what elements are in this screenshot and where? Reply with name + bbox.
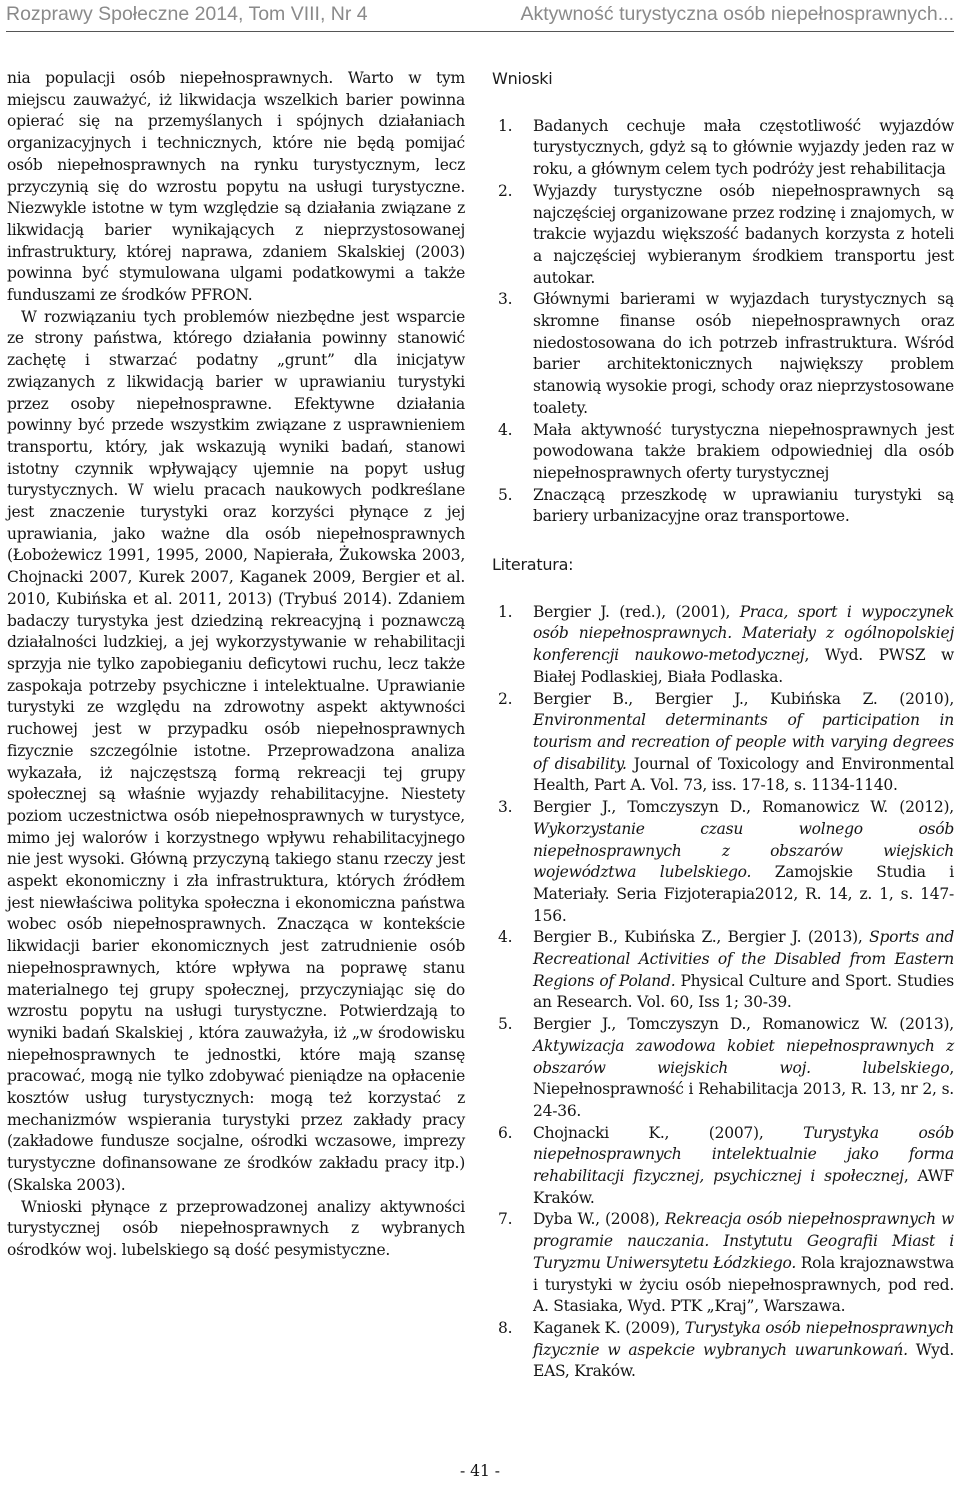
ref-pre: Bergier J., Tomczyszyn D., Romanowicz W. (2012),	[533, 798, 954, 817]
item-number: 2.	[498, 689, 513, 708]
ref-post: Journal of Toxicology and Environmental Health, Part A. Vol. 73, iss. 17-18, s. 1134-1140.	[533, 754, 955, 795]
reference-item	[492, 1123, 954, 1210]
ref-title: Praca, sport i wypoczynek osób niepełnosprawnych. Materiały z ogólnopolskiej konferencji naukowo-metodycznej	[533, 602, 955, 665]
journal-title: Rozprawy Społeczne 2014, Tom VIII, Nr 4	[6, 3, 368, 25]
reference-item	[492, 602, 954, 689]
item-number: 8.	[498, 1318, 513, 1337]
item-number: 7.	[498, 1210, 513, 1229]
page-number: - 41 -	[459, 1462, 501, 1480]
item-number: 3.	[498, 290, 513, 309]
item-number: 3.	[498, 798, 513, 817]
conclusion-item	[492, 420, 954, 485]
item-number: 4.	[498, 420, 513, 439]
item-number: 5.	[498, 485, 513, 504]
body-paragraph: nia populacji osób niepełnosprawnych. Warto w tym miejscu zauważyć, iż likwidacja wszelkich barier powinna opierać się na przemyślanych i spójnych działaniach organizacyjnych i technicznych, które nie będą pomijać osób niepełnosprawnych na rynku turystycznym, lecz przyczynią się do wzrostu popytu na usługi turystyczne. Niezwykle istotne w tym względzie są działania związane z likwidacją barier wynikających z nieprzystosowanej infrastruktury, której naprawa, zdaniem Skalskiej (2003) powinna być stymulowana ulgami podatkowymi a także funduszami ze środków PFRON.	[7, 69, 465, 305]
running-header	[0, 0, 960, 38]
reference-item	[492, 797, 954, 927]
reference-item	[492, 927, 954, 1014]
ref-title: Turystyka osób niepełnosprawnych intelektualnie jako forma rehabilitacji fizycznej, psychicznej i społecznej	[533, 1123, 954, 1186]
ref-pre: Bergier B., Kubińska Z., Bergier J. (2013),	[533, 928, 870, 947]
body-paragraph: Wnioski płynące z przeprowadzonej analizy aktywności turystycznej osób niepełnosprawnych z wybranych ośrodków woj. lubelskiego są dość pesymistyczne.	[7, 1197, 465, 1259]
ref-title: Turystyka osób niepełnosprawnych fizycznie w aspekcie wybranych uwarunkowań.	[533, 1318, 954, 1359]
ref-title: Wykorzystanie czasu wolnego osób niepełnosprawnych z obszarów wiejskich województwa lubelskiego.	[533, 819, 954, 882]
item-number: 1.	[498, 116, 513, 135]
reference-item	[492, 1209, 954, 1318]
item-text: Głównymi barierami w wyjazdach turystycznych są skromne finanse osób niepełnosprawnych oraz niedostosowana do ich potrzeb infrastruktura. Wśród barier architektonicznych największy problem stanowią wysokie progi, schody oraz nieprzystosowane toalety.	[533, 290, 954, 417]
conclusions-list	[492, 116, 954, 528]
item-text: Znaczącą przeszkodę w uprawianiu turystyki są bariery urbanizacyjne oraz transportowe.	[533, 485, 954, 526]
ref-title: Environmental determinants of participation in tourism and recreation of people with varying degrees of disability.	[533, 711, 954, 773]
ref-pre: Bergier J. (red.), (2001),	[533, 602, 740, 621]
item-text: Badanych cechuje mała częstotliwość wyjazdów turystycznych, gdyż są to głównie wyjazdy jeden raz w roku, a głównym celem tych podróży jest rehabilitacja	[533, 116, 954, 179]
ref-title: Rekreacja osób niepełnosprawnych w programie nauczania. Instytutu Geografii Miast i Turyzmu Uniwersytetu Łódzkiego.	[533, 1210, 955, 1272]
conclusion-item	[492, 485, 954, 528]
item-number: 1.	[498, 602, 513, 621]
ref-pre: Bergier J., Tomczyszyn D., Romanowicz W. (2013),	[533, 1015, 954, 1034]
conclusion-item	[492, 116, 954, 181]
item-text: Mała aktywność turystyczna niepełnosprawnych jest powodowana także brakiem odpowiedniej dla osób niepełnosprawnych oferty turystycznej	[533, 420, 954, 482]
reference-item	[492, 1014, 954, 1123]
reference-item	[492, 689, 954, 798]
ref-post: , Wyd. PWSZ w Białej Podlaskiej, Biała Podlaska.	[533, 646, 954, 686]
body-paragraph: W rozwiązaniu tych problemów niezbędne jest wsparcie ze strony państwa, którego działania powinny stanowić zachętę i stwarzać podatny „grunt” dla inicjatyw związanych z likwidacją barier w uprawianiu turystyki przez osoby niepełnosprawne. Efektywne działania powinny być przede wszystkim związane z usprawnieniem transportu, który, jak wskazują wyniki badań, stanowi istotny czynnik wpływający ujemnie na popyt usług turystycznych. W wielu pracach naukowych podkreślane jest znaczenie turystyki oraz korzyści płynące z jej uprawiania, jako ważne dla osób niepełnosprawnych (Łobożewicz 1991, 1995, 2000, Napierała, Żukowska 2003, Chojnacki 2007, Kurek 2007, Kaganek 2009, Bergier et al. 2010, Kubińska et al. 2011, 2013) (Trybuś 2014). Zdaniem badaczy turystyka jest dziedziną rekreacyjną i poznawczą działalności ludzkiej, a jej wykorzystywanie w rehabilitacji sprzyja nie tylko zapobieganiu deficytowi ruchu, lecz także zaspokaja potrzeby psychiczne i intelektualne. Uprawianie turystyki ze względu na zdrowotny aspekt aktywności ruchowej jest w przypadku osób niepełnosprawnych fizycznie szczególnie istotne. Przeprowadzona analiza wykazała, iż najczęstszą formą rekreacji tej grupy społecznej są właśnie wyjazdy rehabilitacyjne. Niestety poziom uczestnictwa osób niepełnosprawnych w turystyce, mimo jej walorów i korzystnego wpływu rehabilitacyjnego nie jest wysoki. Główną przyczyną takiego stanu rzeczy jest aspekt ekonomiczny i zła infrastruktura, których źródłem jest niewłaściwa polityka społeczna i ekonomiczna państwa wobec osób niepełnosprawnych. Znacząca w kontekście likwidacji barier ekonomicznych jest zatrudnienie osób niepełnosprawnych, które wpływa na poprawę stanu materialnego tej grupy społecznej, przyczyniając się do wzrostu popytu na usługi turystyczne. Potwierdzają to wyniki badań Skalskiej , która zauważyła, iż „w środowisku niepełnosprawnych te jednostki, które mają szansę pracować, mogą nie tylko zdobywać pieniądze na opłacenie kosztów usług turystycznych: mogą też korzystać z mechanizmów wspierania turystyki przez zakłady pracy (zakładowe fundusze socjalne, ośrodki wczasowe, imprezy turystyczne dofinansowane ze środków zakładu pracy itp.) (Skalska 2003).	[7, 307, 465, 1194]
item-number: 5.	[498, 1015, 513, 1034]
conclusion-item	[492, 289, 954, 419]
ref-pre: Chojnacki K., (2007),	[533, 1123, 804, 1142]
right-column	[492, 68, 954, 1383]
ref-pre: Bergier B., Bergier J., Kubińska Z. (2010),	[533, 689, 954, 708]
reference-item	[492, 1318, 954, 1383]
item-number: 4.	[498, 928, 513, 947]
header-rule	[6, 31, 954, 32]
item-text: Wyjazdy turystyczne osób niepełnosprawnych są najczęściej organizowane przez rodzinę i znajomych, w trakcie wyjazdu większość badanych korzysta z hoteli a najczęściej wybieranym środkiem transportu jest autokar.	[533, 181, 954, 287]
item-number: 2.	[498, 181, 513, 200]
left-column	[7, 68, 465, 1262]
references-list	[492, 602, 954, 1383]
ref-post: Rola krajoznawstwa i turystyki w życiu osób niepełnosprawnych, pod red. A. Stasiaka, Wyd. PTK „Kraj”, Warszawa.	[533, 1253, 954, 1316]
ref-title: Aktywizacja zawodowa kobiet niepełnosprawnych z obszarów wiejskich woj. lubelskiego	[533, 1036, 954, 1077]
ref-post: , AWF Kraków.	[533, 1167, 954, 1207]
references-heading: Literatura:	[492, 555, 574, 575]
ref-post: Zamojskie Studia i Materiały. Seria Fizjoterapia2012, R. 14, z. 1, s. 147-156.	[533, 863, 954, 925]
ref-title: Sports and Recreational Activities of the Disabled from Eastern Regions of Poland.	[533, 928, 954, 990]
item-number: 6.	[498, 1123, 513, 1142]
ref-post: Wyd. EAS, Kraków.	[533, 1340, 955, 1381]
conclusions-heading: Wnioski	[492, 69, 553, 88]
conclusion-item	[492, 181, 954, 290]
ref-pre: Dyba W., (2008),	[533, 1210, 665, 1229]
ref-pre: Kaganek K. (2009),	[533, 1318, 685, 1337]
article-title: Aktywność turystyczna osób niepełnosprawnych...	[520, 3, 954, 25]
ref-post: , Niepełnosprawność i Rehabilitacja 2013, R. 13, nr 2, s. 24-36.	[533, 1058, 954, 1120]
ref-post: Physical Culture and Sport. Studies an Research. Vol. 60, Iss 1; 30-39.	[533, 971, 955, 1012]
